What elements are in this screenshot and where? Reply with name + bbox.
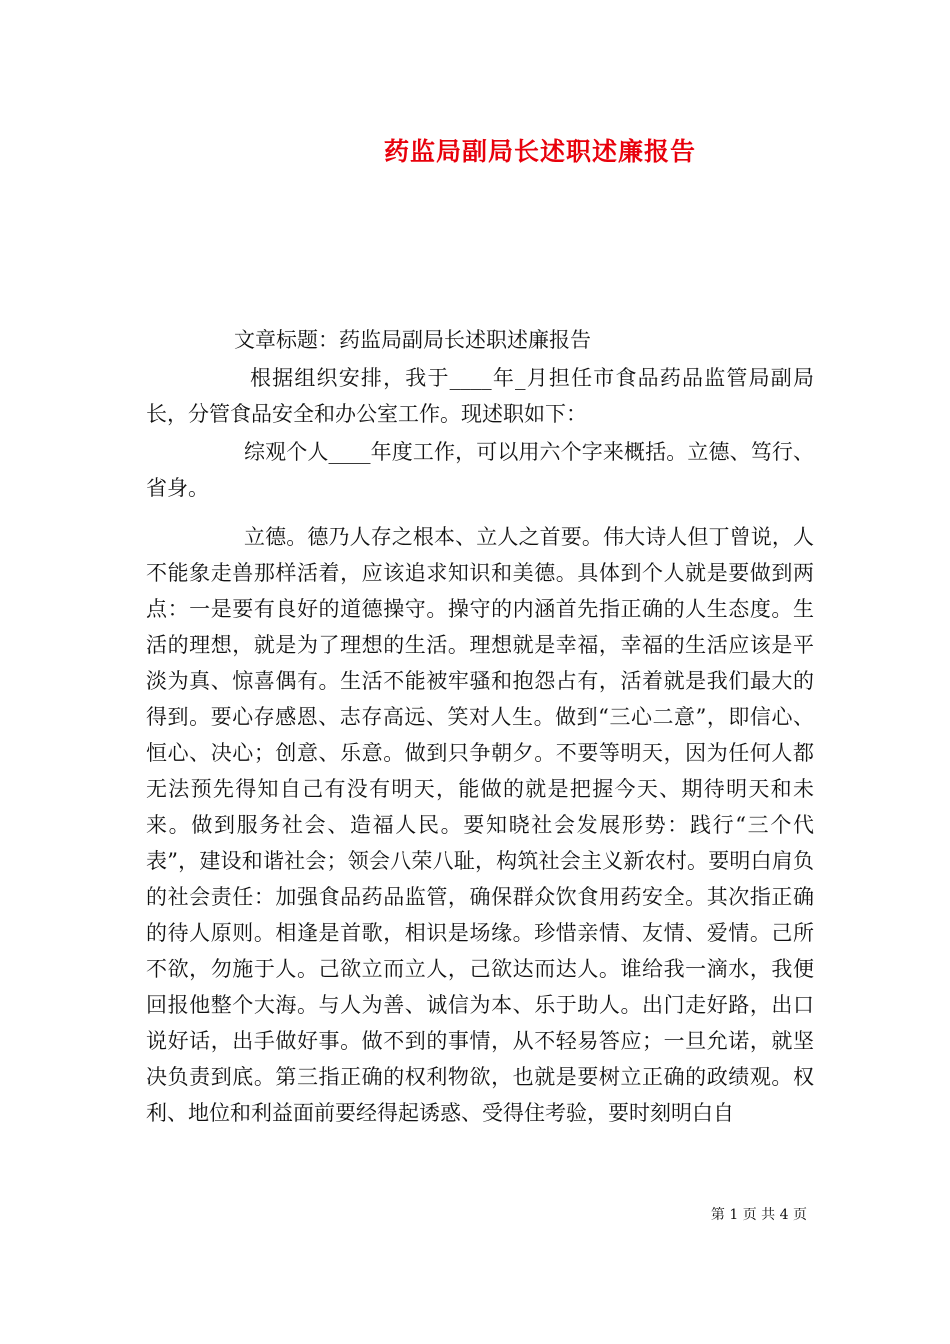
article-title-line: 文章标题：药监局副局长述职述廉报告 (234, 328, 591, 352)
document-body (146, 322, 814, 1131)
page-number-footer: 第 1 页 共 4 页 (710, 1207, 807, 1223)
document-title: 药监局副局长述职述廉报告 (383, 137, 696, 166)
paragraph-summary: 综观个人____年度工作，可以用六个字来概括。立德、笃行、省身。 (146, 440, 814, 500)
paragraph-virtue: 立德。德乃人存之根本、立人之首要。伟大诗人但丁曾说，人不能象走兽那样活着，应该追求知识和美德。具体到个人就是要做到两点：一是要有良好的道德操守。操守的内涵首先指正确的人生态度。生活的理想，就是为了理想的生活。理想就是幸福，幸福的生活应该是平淡为真、惊喜偶有。生活不能被牢骚和抱怨占有，活着就是我们最大的得到。要心存感恩、志存高远、笑对人生。做到“三心二意”，即信心、恒心、决心；创意、乐意。做到只争朝夕。不要等明天，因为任何人都无法预先得知自己有没有明天，能做的就是把握今天、期待明天和未来。做到服务社会、造福人民。要知晓社会发展形势：践行“三个代表”，建设和谐社会；领会八荣八耻，构筑社会主义新农村。要明白肩负的社会责任：加强食品药品监管，确保群众饮食用药安全。其次指正确的待人原则。相逢是首歌，相识是场缘。珍惜亲情、友情、爱情。己所不欲，勿施于人。己欲立而立人，己欲达而达人。谁给我一滴水，我便回报他整个大海。与人为善、诚信为本、乐于助人。出门走好路，出口说好话，出手做好事。做不到的事情，从不轻易答应；一旦允诺，就坚决负责到底。第三指正确的权利物欲，也就是要树立正确的政绩观。权利、地位和利益面前要经得起诱惑、受得住考验，要时刻明白自 (146, 525, 814, 1125)
paragraph-appointment: 根据组织安排，我于____年_月担任市食品药品监管局副局长，分管食品安全和办公室工作。现述职如下： (146, 366, 814, 426)
